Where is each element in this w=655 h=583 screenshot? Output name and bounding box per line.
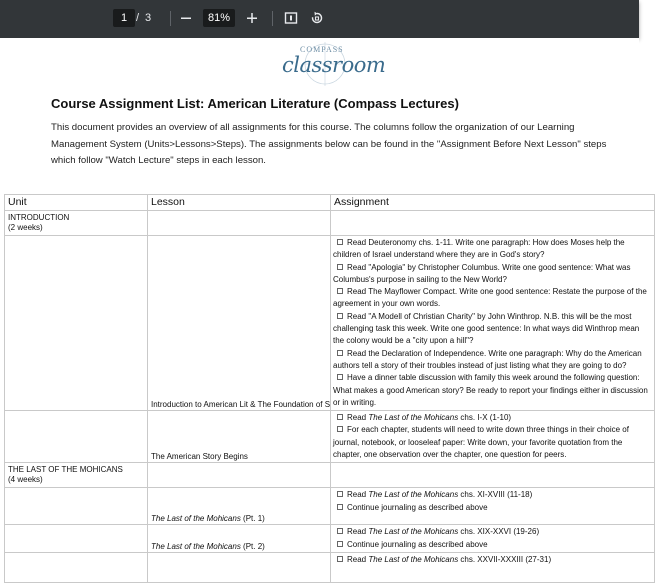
assignment-text: Continue journaling as described above bbox=[347, 502, 488, 512]
lesson-part: (Pt. 1) bbox=[240, 514, 265, 524]
unit-cell bbox=[5, 211, 148, 236]
unit-cell bbox=[5, 553, 148, 583]
page-number-input[interactable]: 1 bbox=[113, 9, 135, 27]
lesson-cell bbox=[148, 411, 331, 463]
lesson-title: The American Story Begins bbox=[151, 452, 248, 462]
logo-main-text: classroom bbox=[282, 53, 386, 77]
assignment-item bbox=[333, 502, 652, 514]
zoom-out-button[interactable] bbox=[175, 7, 197, 29]
assignment-item bbox=[333, 539, 652, 551]
assignment-item bbox=[333, 311, 652, 348]
assignment-text: For each chapter, students will need to write down three things in their choice of journal, notebook, or looseleaf paper: Write down, your favorite quotation from the chapter, one observation over the chapter, one question for peers. bbox=[333, 425, 629, 460]
unit-duration: (2 weeks) bbox=[8, 223, 43, 232]
unit-name: INTRODUCTION bbox=[8, 213, 70, 222]
book-title: The Last of the Mohicans bbox=[368, 413, 459, 423]
document-intro: This document provides an overview of all assignments for this course. The columns follow the organization of our Learning Management System (Units>Lessons>Steps). The assignments below can be found in the "Assignment Before Next Lesson" steps which follow "Watch Lecture" steps in each lesson. bbox=[51, 122, 607, 166]
assignment-cell bbox=[331, 211, 655, 236]
unit-cell bbox=[5, 463, 148, 488]
assignment-cell bbox=[331, 236, 655, 411]
rotate-icon bbox=[310, 11, 324, 25]
toolbar-divider bbox=[272, 11, 273, 26]
assignment-item bbox=[333, 412, 652, 424]
checkbox-icon[interactable] bbox=[337, 313, 343, 319]
assignment-text: chs. XI-XVIII (11-18) bbox=[458, 490, 533, 500]
assignment-text: Read "A Modell of Christian Charity" by John Winthrop. N.B. this will be the most challenging task this week. Write one good sentence: In what ways did Winthrop mean the colony would be a "city upon a hill"? bbox=[333, 311, 640, 346]
assignment-item bbox=[333, 372, 652, 409]
assignment-text: chs. XIX-XXVI (19-26) bbox=[458, 527, 540, 537]
unit-cell bbox=[5, 411, 148, 463]
assignment-text: Read bbox=[347, 413, 369, 423]
assignment-cell bbox=[331, 463, 655, 488]
lesson-cell bbox=[148, 488, 331, 525]
assignment-cell bbox=[331, 553, 655, 583]
plus-icon bbox=[246, 12, 258, 24]
assignment-text: Read bbox=[347, 490, 369, 500]
pdf-page bbox=[0, 38, 648, 565]
unit-cell bbox=[5, 525, 148, 553]
assignment-item bbox=[333, 262, 652, 287]
assignment-text: Read The Mayflower Compact. Write one good sentence: Restate the purpose of the agreement in your own words. bbox=[333, 287, 647, 309]
assignment-table bbox=[4, 194, 655, 583]
lesson-cell bbox=[148, 553, 331, 583]
page-separator: / bbox=[136, 12, 140, 24]
lesson-column-header: Lesson bbox=[148, 195, 331, 211]
toolbar-divider bbox=[170, 11, 171, 26]
unit-duration: (4 weeks) bbox=[8, 475, 43, 485]
assignment-text: Read bbox=[347, 555, 369, 565]
checkbox-icon[interactable] bbox=[337, 504, 343, 510]
checkbox-icon[interactable] bbox=[337, 288, 343, 294]
checkbox-icon[interactable] bbox=[337, 426, 343, 432]
table-row bbox=[5, 211, 655, 236]
lesson-title: Introduction to American Lit & The Foundation of S bbox=[151, 400, 331, 410]
assignment-text: Read the Declaration of Independence. Write one paragraph: Why do the American authors tell a story of their troubles instead of just listing what they are going to do? bbox=[333, 348, 642, 370]
table-row bbox=[5, 411, 655, 463]
zoom-in-button[interactable] bbox=[241, 7, 263, 29]
fit-to-page-button[interactable] bbox=[280, 7, 302, 29]
rotate-button[interactable] bbox=[306, 7, 328, 29]
checkbox-icon[interactable] bbox=[337, 556, 343, 562]
lesson-cell bbox=[148, 236, 331, 411]
lesson-title: The Last of the Mohicans bbox=[151, 514, 241, 524]
assignment-item bbox=[333, 237, 652, 262]
checkbox-icon[interactable] bbox=[337, 528, 343, 534]
checkbox-icon[interactable] bbox=[337, 374, 343, 380]
assignment-text: Continue journaling as described above bbox=[347, 539, 488, 549]
unit-column-header: Unit bbox=[5, 195, 148, 211]
zoom-input[interactable]: 81% bbox=[203, 9, 235, 27]
assignment-item bbox=[333, 424, 652, 461]
unit-cell bbox=[5, 236, 148, 411]
checkbox-icon[interactable] bbox=[337, 350, 343, 356]
lesson-cell bbox=[148, 463, 331, 488]
assignment-cell bbox=[331, 411, 655, 463]
assignment-text: Read "Apologia" by Christopher Columbus. Write one good sentence: What was Columbus's purpose in sailing to the New World? bbox=[333, 262, 631, 284]
table-row bbox=[5, 463, 655, 488]
assignment-cell bbox=[331, 525, 655, 553]
book-title: The Last of the Mohicans bbox=[368, 527, 459, 537]
checkbox-icon[interactable] bbox=[337, 239, 343, 245]
assignment-text: chs. XXVII-XXXIII (27-31) bbox=[458, 555, 552, 565]
checkbox-icon[interactable] bbox=[337, 264, 343, 270]
pdf-toolbar bbox=[0, 0, 639, 38]
table-row bbox=[5, 553, 655, 583]
checkbox-icon[interactable] bbox=[337, 414, 343, 420]
checkbox-icon[interactable] bbox=[337, 541, 343, 547]
book-title: The Last of the Mohicans bbox=[368, 490, 459, 500]
logo-top-text: COMPASS bbox=[300, 45, 344, 54]
assignment-text: Read Deuteronomy chs. 1-11. Write one paragraph: How does Moses help the children of Israel understand where they are in God's story? bbox=[333, 238, 625, 260]
book-title: The Last of the Mohicans bbox=[368, 555, 459, 565]
unit-name: THE LAST OF THE MOHICANS bbox=[8, 465, 123, 475]
table-row bbox=[5, 525, 655, 553]
compass-classroom-logo bbox=[280, 40, 386, 88]
assignment-column-header: Assignment bbox=[331, 195, 655, 211]
minus-icon bbox=[180, 12, 192, 24]
assignment-item bbox=[333, 286, 652, 311]
assignment-item bbox=[333, 348, 652, 373]
assignment-text: Have a dinner table discussion with family this week around the following question: What makes a good American story? Be ready to report your findings either in discussion or in writing. bbox=[333, 373, 648, 407]
assignment-text: chs. I-X (1-10) bbox=[458, 413, 512, 423]
table-row bbox=[5, 488, 655, 525]
total-pages: 3 bbox=[145, 12, 152, 24]
lesson-part: (Pt. 2) bbox=[240, 542, 265, 552]
table-row bbox=[5, 236, 655, 411]
lesson-cell bbox=[148, 525, 331, 553]
assignment-item bbox=[333, 526, 652, 538]
unit-cell bbox=[5, 488, 148, 525]
checkbox-icon[interactable] bbox=[337, 491, 343, 497]
table-header-row bbox=[5, 195, 655, 211]
assignment-item bbox=[333, 554, 652, 566]
lesson-title: The Last of the Mohicans bbox=[151, 542, 241, 552]
assignment-text: Read bbox=[347, 527, 369, 537]
fit-page-icon bbox=[284, 11, 298, 25]
assignment-item bbox=[333, 489, 652, 501]
assignment-cell bbox=[331, 488, 655, 525]
document-title: Course Assignment List: American Literature (Compass Lectures) bbox=[51, 96, 459, 111]
lesson-cell bbox=[148, 211, 331, 236]
